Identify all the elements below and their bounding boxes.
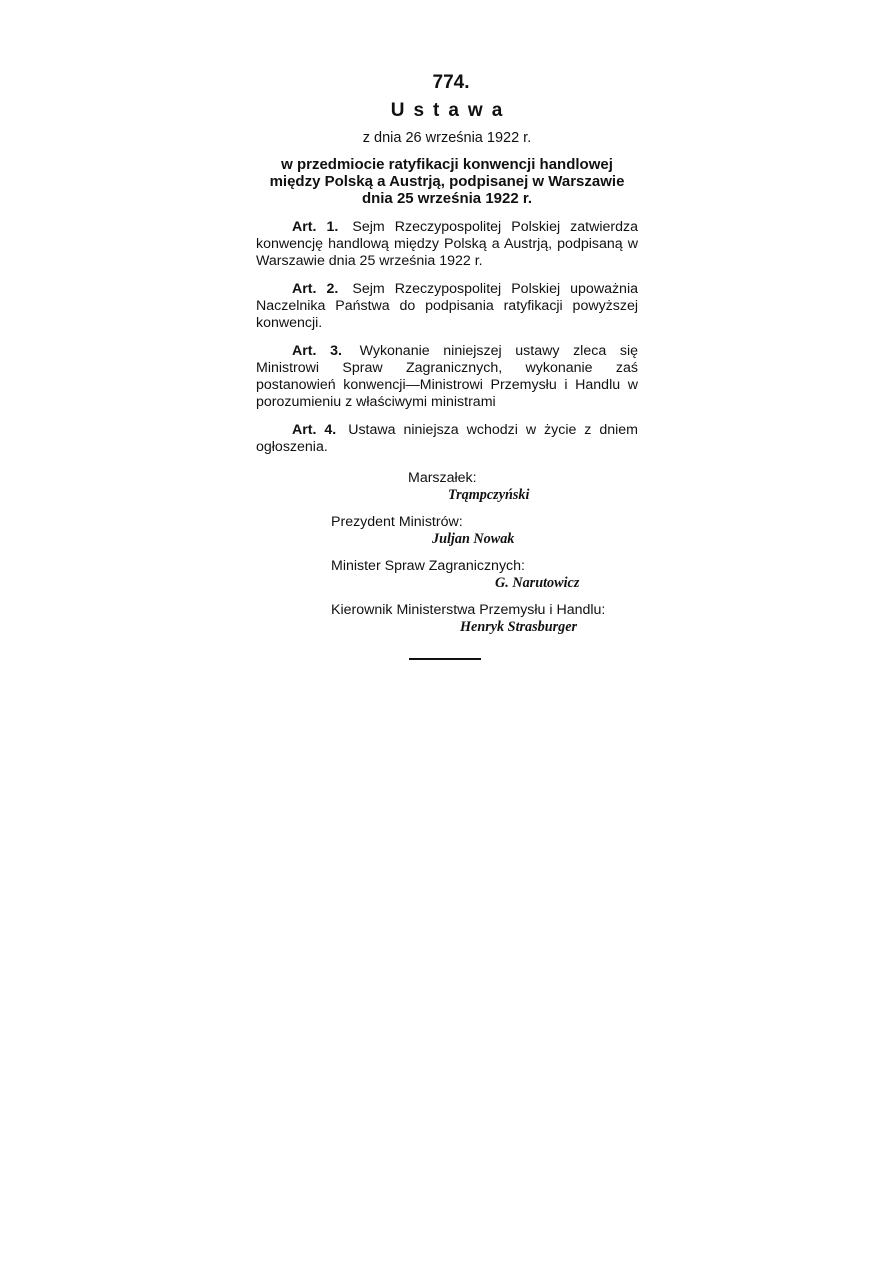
article-text: Sejm Rzeczypospolitej Polskiej upoważnia Naczelnika Państwa do podpisania ratyfikacji powyższej konwencji. — [256, 281, 638, 331]
document-title: Ustawa — [390, 100, 512, 121]
document-date: z dnia 26 września 1922 r. — [362, 130, 532, 146]
article-text: Sejm Rzeczypospolitej Polskiej zatwierdza konwencję handlową między Polską a Austrją, podpisaną w Warszawie dnia 25 września 1922 r. — [256, 219, 638, 269]
signature-prime-minister — [256, 514, 638, 548]
article-1 — [256, 219, 638, 270]
article-label: Art. 1. — [292, 219, 339, 235]
article-text: Wykonanie niniejszej ustawy zleca się Ministrowi Spraw Zagranicznych, wykonanie zaś postanowień konwencji—Ministrowi Przemysłu i Handlu w porozumieniu z właściwymi ministrami — [256, 343, 638, 410]
signature-title: Kierownik Ministerstwa Przemysłu i Handlu: — [331, 602, 606, 618]
signature-title: Marszałek: — [408, 470, 477, 486]
page-number: 774. — [432, 72, 470, 93]
article-label: Art. 3. — [292, 343, 342, 359]
article-3 — [256, 343, 638, 411]
document-page — [256, 72, 638, 660]
article-2 — [256, 281, 638, 332]
signature-foreign-minister — [256, 558, 638, 592]
signature-name: Trąmpczyński — [448, 487, 530, 503]
article-label: Art. 2. — [292, 281, 339, 297]
signature-marshal — [256, 470, 638, 504]
article-label: Art. 4. — [292, 422, 337, 438]
article-text: Ustawa niniejsza wchodzi w życie z dniem ogłoszenia. — [256, 422, 638, 455]
signature-name: G. Narutowicz — [495, 575, 580, 591]
signature-title: Minister Spraw Zagranicznych: — [331, 558, 525, 574]
signature-name: Juljan Nowak — [432, 531, 515, 547]
signature-name: Henryk Strasburger — [460, 619, 578, 635]
article-4 — [256, 422, 638, 456]
signature-trade-minister — [256, 602, 638, 636]
signatures-block — [256, 470, 638, 636]
closing-rule — [409, 658, 481, 660]
document-subject: w przedmiocie ratyfikacji konwencji handlowej między Polską a Austrją, podpisanej w Warszawie dnia 25 września 1922 r. — [269, 156, 625, 207]
signature-title: Prezydent Ministrów: — [331, 514, 463, 530]
